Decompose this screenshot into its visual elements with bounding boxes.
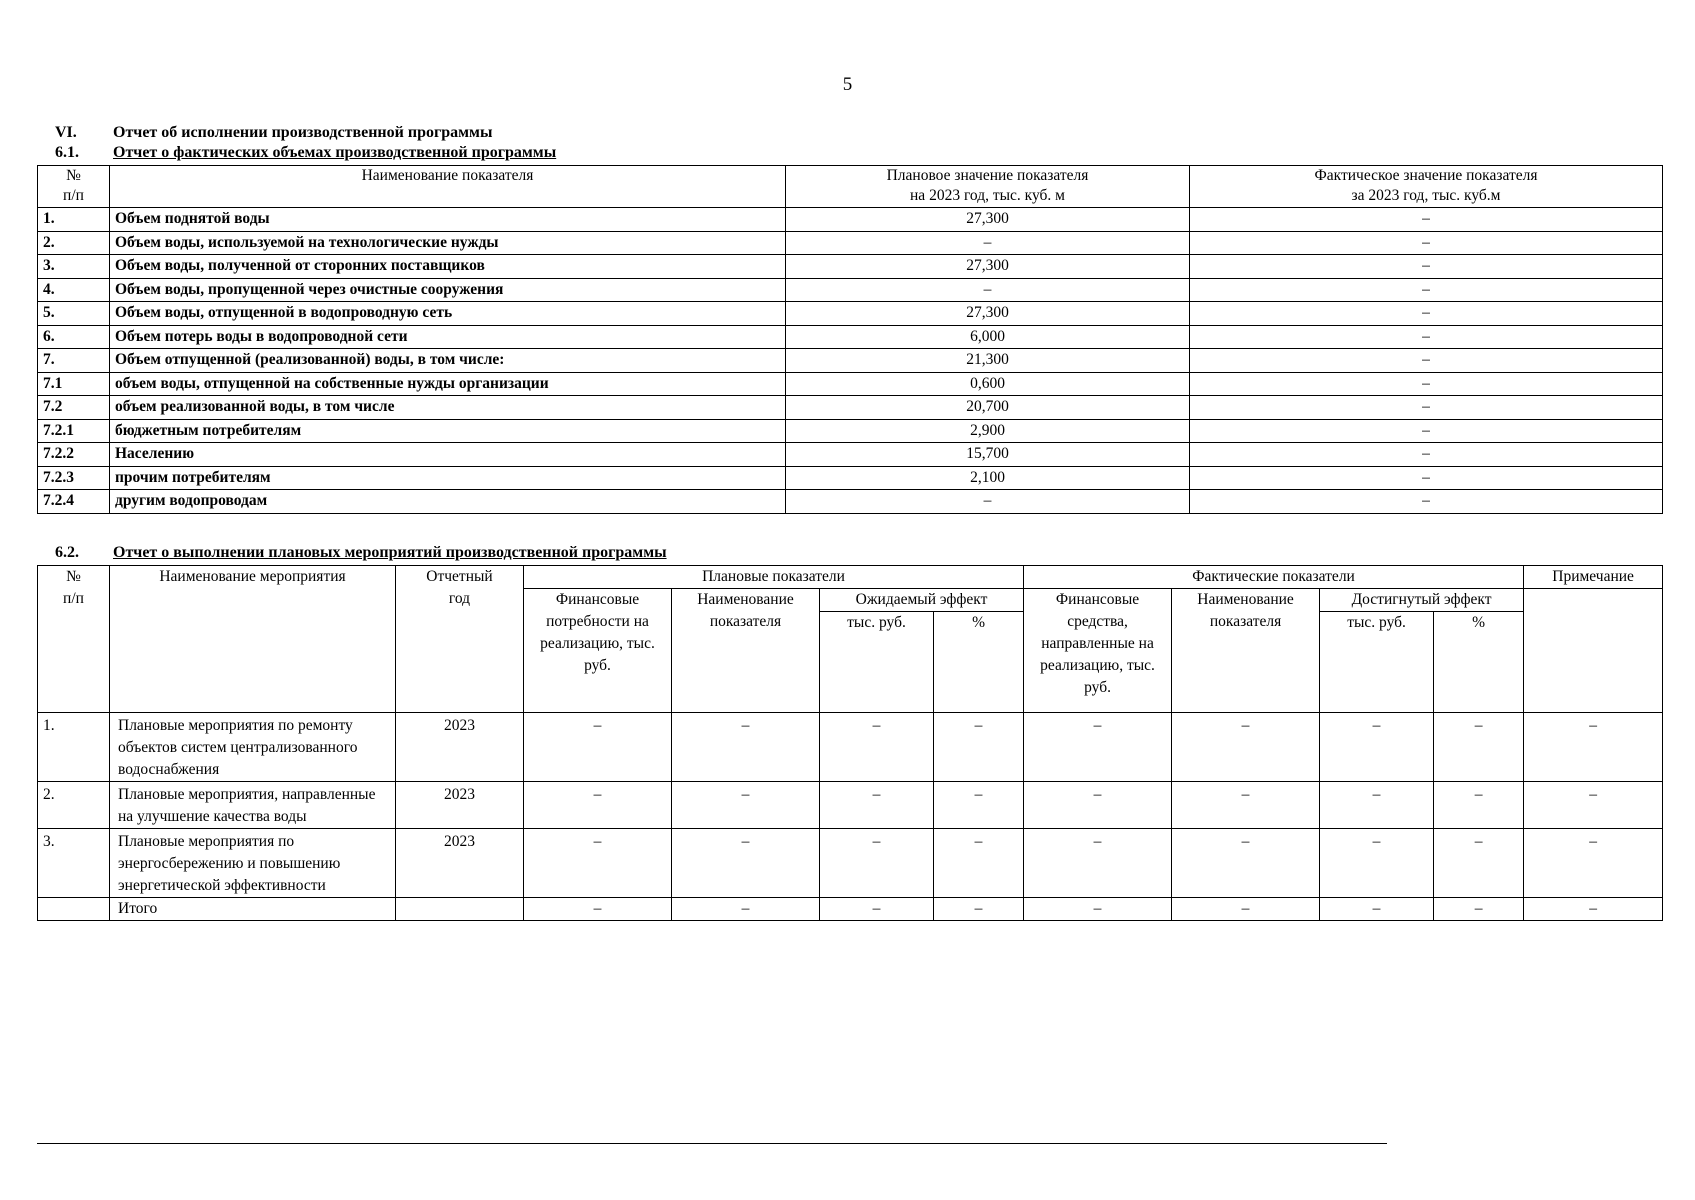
indicator-name: Объем потерь воды в водопроводной сети	[110, 325, 786, 349]
col-header-plan-finance: Финансовые потребности на реализацию, тыс. руб.	[524, 589, 672, 713]
expected-effect-percent-value: –	[934, 782, 1024, 829]
fact-value: –	[1190, 372, 1663, 396]
col-header-note-empty	[1524, 589, 1663, 713]
footer-divider	[37, 1143, 1387, 1144]
col-header-plan-value: Плановое значение показателя на 2023 год, тыс. куб. м	[786, 166, 1190, 208]
indicator-name: Населению	[110, 443, 786, 467]
fact-value: –	[1190, 302, 1663, 326]
measure-name: Плановые мероприятия, направленные на улучшение качества воды	[110, 782, 396, 829]
col-header-measure-name: Наименование мероприятия	[110, 566, 396, 713]
indicator-name: бюджетным потребителям	[110, 419, 786, 443]
table-row	[38, 443, 1663, 467]
row-number: 7.2.2	[38, 443, 110, 467]
table-row	[38, 829, 1663, 898]
table-row	[38, 466, 1663, 490]
table-row	[38, 302, 1663, 326]
plan-value: –	[786, 278, 1190, 302]
plan-value: 15,700	[786, 443, 1190, 467]
fact-indicator-value: –	[1172, 782, 1320, 829]
achieved-effect-rub-value: –	[1320, 782, 1434, 829]
row-number: 2.	[38, 782, 110, 829]
row-number	[38, 898, 110, 921]
table-row	[38, 231, 1663, 255]
col-header-expected-thous-rub: тыс. руб.	[820, 612, 934, 713]
indicator-name: Объем поднятой воды	[110, 208, 786, 232]
plan-value: 20,700	[786, 396, 1190, 420]
plan-finance-value: –	[524, 713, 672, 782]
fact-indicator-value: –	[1172, 713, 1320, 782]
note-value: –	[1524, 782, 1663, 829]
section-heading	[55, 124, 492, 142]
fact-value: –	[1190, 466, 1663, 490]
col-header-report-year: Отчетный год	[396, 566, 524, 713]
col-header-num: № п/п	[38, 566, 110, 713]
row-number: 7.	[38, 349, 110, 373]
col-header-expected-percent: %	[934, 612, 1024, 713]
fact-value: –	[1190, 490, 1663, 514]
col-header-achieved-thous-rub: тыс. руб.	[1320, 612, 1434, 713]
indicator-name: Объем воды, полученной от сторонних поставщиков	[110, 255, 786, 279]
plan-indicator-value: –	[672, 829, 820, 898]
subsection2-heading	[55, 544, 667, 562]
total-row	[38, 898, 1663, 921]
fact-indicator-value: –	[1172, 898, 1320, 921]
plan-finance-value: –	[524, 829, 672, 898]
fact-value: –	[1190, 396, 1663, 420]
report-year: 2023	[396, 782, 524, 829]
col-header-indicator-name: Наименование показателя	[110, 166, 786, 208]
expected-effect-rub-value: –	[820, 782, 934, 829]
measure-name: Итого	[110, 898, 396, 921]
col-header-num: № п/п	[38, 166, 110, 208]
fact-value: –	[1190, 278, 1663, 302]
plan-value: 27,300	[786, 302, 1190, 326]
plan-finance-value: –	[524, 782, 672, 829]
fact-finance-value: –	[1024, 829, 1172, 898]
expected-effect-rub-value: –	[820, 898, 934, 921]
achieved-effect-rub-value: –	[1320, 829, 1434, 898]
fact-finance-value: –	[1024, 782, 1172, 829]
fact-value: –	[1190, 349, 1663, 373]
subsection1-title: Отчет о фактических объемах производственной программы	[113, 144, 557, 161]
col-header-fact-finance: Финансовые средства, направленные на реализацию, тыс. руб.	[1024, 589, 1172, 713]
expected-effect-rub-value: –	[820, 829, 934, 898]
col-header-fact-value: Фактическое значение показателя за 2023 год, тыс. куб.м	[1190, 166, 1663, 208]
measure-name: Плановые мероприятия по энергосбережению и повышению энергетической эффективности	[110, 829, 396, 898]
subsection1-heading	[55, 144, 556, 162]
section-title: Отчет об исполнении производственной программы	[113, 124, 493, 141]
note-value: –	[1524, 713, 1663, 782]
report-year: 2023	[396, 829, 524, 898]
expected-effect-percent-value: –	[934, 898, 1024, 921]
subsection2-title: Отчет о выполнении плановых мероприятий производственной программы	[113, 544, 667, 561]
achieved-effect-percent-value: –	[1434, 782, 1524, 829]
fact-indicator-value: –	[1172, 829, 1320, 898]
planned-measures-table	[37, 565, 1663, 921]
table-row	[38, 372, 1663, 396]
col-header-achieved-percent: %	[1434, 612, 1524, 713]
indicator-name: объем реализованной воды, в том числе	[110, 396, 786, 420]
indicator-name: Объем отпущенной (реализованной) воды, в том числе:	[110, 349, 786, 373]
row-number: 7.2.3	[38, 466, 110, 490]
expected-effect-rub-value: –	[820, 713, 934, 782]
plan-finance-value: –	[524, 898, 672, 921]
page-number: 5	[842, 74, 853, 95]
report-year	[396, 898, 524, 921]
row-number: 3.	[38, 829, 110, 898]
plan-indicator-value: –	[672, 898, 820, 921]
row-number: 6.	[38, 325, 110, 349]
plan-value: 27,300	[786, 208, 1190, 232]
achieved-effect-rub-value: –	[1320, 898, 1434, 921]
table-row	[38, 278, 1663, 302]
table-row	[38, 490, 1663, 514]
row-number: 7.2	[38, 396, 110, 420]
col-group-planned-indicators: Плановые показатели	[524, 566, 1024, 589]
col-header-plan-indicator-name: Наименование показателя	[672, 589, 820, 713]
col-header-expected-effect: Ожидаемый эффект	[820, 589, 1024, 612]
plan-indicator-value: –	[672, 713, 820, 782]
fact-value: –	[1190, 443, 1663, 467]
section-number: VI.	[55, 124, 77, 141]
table-row	[38, 325, 1663, 349]
fact-finance-value: –	[1024, 898, 1172, 921]
row-number: 4.	[38, 278, 110, 302]
measure-name: Плановые мероприятия по ремонту объектов систем централизованного водоснабжения	[110, 713, 396, 782]
row-number: 7.2.4	[38, 490, 110, 514]
row-number: 1.	[38, 713, 110, 782]
col-header-note: Примечание	[1524, 566, 1663, 589]
indicator-name: другим водопроводам	[110, 490, 786, 514]
indicator-name: Объем воды, пропущенной через очистные сооружения	[110, 278, 786, 302]
indicator-name: Объем воды, отпущенной в водопроводную сеть	[110, 302, 786, 326]
production-volumes-table	[37, 165, 1663, 514]
table-row	[38, 782, 1663, 829]
plan-value: 2,100	[786, 466, 1190, 490]
indicator-name: прочим потребителям	[110, 466, 786, 490]
indicator-name: объем воды, отпущенной на собственные нужды организации	[110, 372, 786, 396]
plan-indicator-value: –	[672, 782, 820, 829]
plan-value: –	[786, 490, 1190, 514]
achieved-effect-percent-value: –	[1434, 829, 1524, 898]
table-row	[38, 255, 1663, 279]
table-row	[38, 419, 1663, 443]
row-number: 7.2.1	[38, 419, 110, 443]
row-number: 2.	[38, 231, 110, 255]
table-row	[38, 713, 1663, 782]
fact-value: –	[1190, 419, 1663, 443]
col-group-actual-indicators: Фактические показатели	[1024, 566, 1524, 589]
achieved-effect-rub-value: –	[1320, 713, 1434, 782]
note-value: –	[1524, 829, 1663, 898]
achieved-effect-percent-value: –	[1434, 898, 1524, 921]
expected-effect-percent-value: –	[934, 713, 1024, 782]
plan-value: 21,300	[786, 349, 1190, 373]
col-header-fact-indicator-name: Наименование показателя	[1172, 589, 1320, 713]
table-row	[38, 208, 1663, 232]
row-number: 7.1	[38, 372, 110, 396]
report-year: 2023	[396, 713, 524, 782]
row-number: 3.	[38, 255, 110, 279]
expected-effect-percent-value: –	[934, 829, 1024, 898]
plan-value: 0,600	[786, 372, 1190, 396]
row-number: 1.	[38, 208, 110, 232]
achieved-effect-percent-value: –	[1434, 713, 1524, 782]
note-value: –	[1524, 898, 1663, 921]
table-row	[38, 349, 1663, 373]
indicator-name: Объем воды, используемой на технологические нужды	[110, 231, 786, 255]
row-number: 5.	[38, 302, 110, 326]
subsection1-number: 6.1.	[55, 144, 79, 161]
fact-value: –	[1190, 255, 1663, 279]
plan-value: 27,300	[786, 255, 1190, 279]
fact-value: –	[1190, 208, 1663, 232]
plan-value: –	[786, 231, 1190, 255]
fact-value: –	[1190, 325, 1663, 349]
plan-value: 2,900	[786, 419, 1190, 443]
plan-value: 6,000	[786, 325, 1190, 349]
table1-header-row	[38, 166, 1663, 208]
fact-value: –	[1190, 231, 1663, 255]
table-row	[38, 396, 1663, 420]
col-header-achieved-effect: Достигнутый эффект	[1320, 589, 1524, 612]
subsection2-number: 6.2.	[55, 544, 79, 561]
fact-finance-value: –	[1024, 713, 1172, 782]
table2-header-row-1	[38, 566, 1663, 589]
